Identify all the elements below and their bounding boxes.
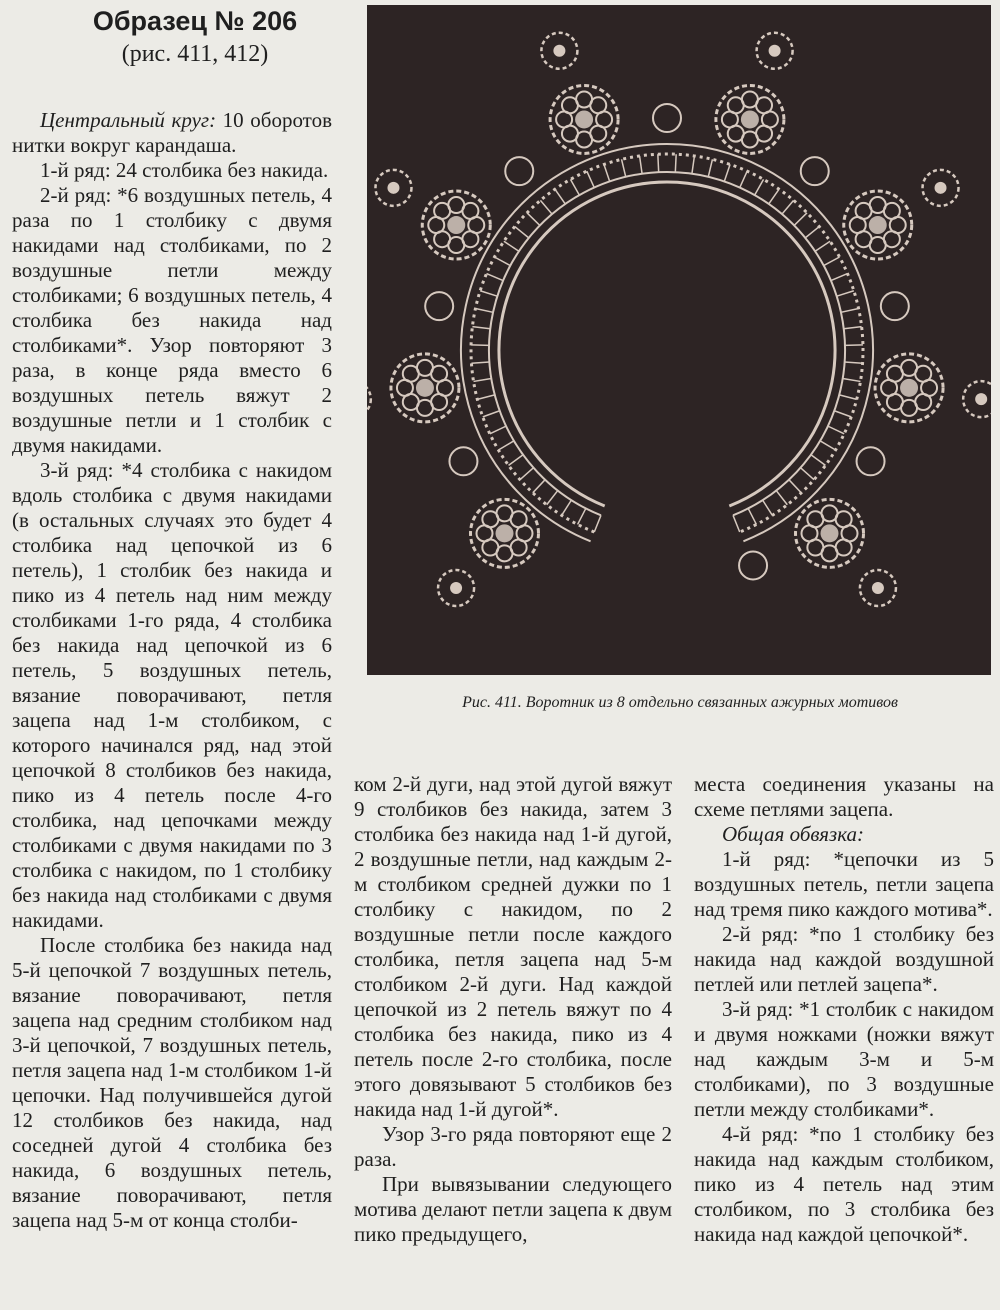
paragraph: 3-й ряд: *4 столбика с накидом вдоль столбика с двумя накидами (в остальных случаях это будет 4 столбика над цепочкой из 6 петель), 1 столбик без накида и пико из 4 петель над ним между столбиками 1-го ряда, 4 столбика без накида над цепочкой из 6 петель, 5 воздушных петель, вязание поворачивают, петля зацепа над 1-м столбиком, с которого начинался ряд, над этой цепочкой 8 столбиков без накида, пико из 4 петель после 4-го столбика, над цепочками между столбиками с двумя накидами по 3 столбика с накидом, по 1 столбику без накида над столбиками с двумя накидами.	[12, 458, 332, 932]
lace-bar	[831, 274, 848, 281]
motif-center	[741, 110, 759, 128]
lace-bar	[845, 362, 863, 363]
lace-bar	[839, 395, 856, 400]
collar-band	[461, 144, 873, 541]
lace-bar	[708, 159, 712, 177]
lace-bar	[555, 189, 565, 204]
motif-center	[821, 524, 839, 542]
motif-tip-center	[450, 582, 462, 594]
paragraph-text: 10 оборотов нитки вокруг карандаша.	[12, 108, 332, 157]
motif-petal	[915, 366, 931, 382]
lace-bar	[547, 491, 558, 505]
paragraph: Узор 3-го ряда повторяют еще 2 раза.	[354, 1122, 672, 1171]
lace-bar	[475, 308, 493, 312]
lace-bar	[776, 491, 787, 505]
lace-bar	[815, 241, 830, 251]
paragraph: 2-й ряд: *по 1 столбику без накида над каждой воздушной петлей или петлей зацепа*.	[694, 922, 994, 996]
lace-bar	[477, 395, 494, 400]
motif-tip-center	[553, 45, 565, 57]
section-label: Центральный круг:	[40, 108, 217, 132]
collar-band	[499, 182, 835, 506]
lace-bar	[789, 480, 801, 493]
collar-photo	[367, 5, 991, 675]
lace-bar	[498, 441, 513, 450]
paragraph: При вывязывании следующего мотива делают петли зацепа к двум пико предыдущего,	[354, 1172, 672, 1246]
lace-bar	[578, 508, 586, 524]
lace-bar	[587, 171, 594, 187]
lace-bar	[533, 480, 545, 493]
lace-bar	[733, 515, 740, 532]
lace-bar	[490, 426, 506, 434]
paragraph: 1-й ряд: 24 столбика без накида.	[40, 158, 329, 182]
lace-bar	[841, 308, 859, 312]
lace-bar	[487, 274, 504, 281]
lace-bar	[748, 508, 756, 524]
mesh-loop	[449, 447, 477, 475]
lace-bar	[540, 200, 552, 214]
heading-block	[50, 4, 340, 70]
lace-bar	[782, 200, 794, 214]
lace-bar	[801, 468, 815, 480]
lace-bar	[472, 327, 490, 329]
paragraph	[12, 108, 332, 158]
mesh-loop	[505, 157, 533, 185]
motif-center	[416, 379, 434, 397]
lace-bar	[740, 171, 747, 187]
motif-petal	[590, 97, 606, 113]
motif-tip	[367, 381, 371, 417]
lace-collar-image	[367, 5, 991, 675]
mesh-loop	[653, 104, 681, 132]
text-column-3	[694, 772, 994, 1247]
lace-bar	[658, 154, 659, 172]
lace-bar	[509, 455, 524, 466]
motif-center	[447, 216, 465, 234]
figure-reference: (рис. 411, 412)	[121, 41, 269, 67]
collar-band	[471, 154, 863, 532]
lace-bar	[763, 500, 773, 515]
motif-center	[869, 216, 887, 234]
motif-center	[575, 110, 593, 128]
motif-petal	[836, 511, 852, 527]
mesh-loop	[801, 157, 829, 185]
lace-bar	[805, 227, 819, 238]
lace-bar	[483, 411, 500, 417]
motif-center	[495, 524, 513, 542]
lace-bar	[622, 159, 626, 177]
motif-petal	[756, 97, 772, 113]
lace-bar	[755, 179, 764, 195]
lace-bar	[824, 257, 840, 266]
lace-bar	[480, 291, 497, 296]
motif-tip-center	[387, 182, 399, 194]
paragraph: ком 2-й дуги, над этой дугой вяжут 9 столбиков без накида, затем 3 столбика без накида над 1-й дугой, 2 воздушные петли, над каждым 2-м столбиком средней дужки по 1 столбику с накидом, по 2 воздушные петли после каждого столбика, петля зацепа над 5-м столбиком 2-й дуги. Над каждой цепочкой из 2 петель вяжут по 4 столбика без накида, пико из 4 петель после 2-го столбика, после этого довязывают 5 столбиков без накида над 1-й дугой*.	[354, 772, 672, 1121]
mesh-loop	[881, 292, 909, 320]
page-title: Образец № 206	[92, 6, 298, 36]
lace-bar	[820, 441, 835, 450]
mesh-loop	[739, 551, 767, 579]
mesh-loop	[857, 447, 885, 475]
lace-bar	[837, 291, 854, 296]
paragraph: 2-й ряд: *6 воздушных петель, 4 раза по 1 столбику с двумя накидами над столбиками, по 2 воздушные петли между столбиками; 6 воздушных петель, 4 столбика без накида над столбиками*. Узор повторяют 3 раза, в конце ряда вместо 6 воздушных петель вяжут 2 воздушные петли и 1 столбик с двумя накидами.	[12, 183, 332, 457]
lace-bar	[692, 156, 695, 174]
paragraph: места соединения указаны на схеме петлями зацепа.	[694, 772, 994, 821]
motif-petal	[462, 203, 478, 219]
lace-bar	[604, 164, 610, 181]
paragraph: После столбика без накида над 5-й цепочкой 7 воздушных петель, вязание поворачивают, петля зацепа над средним столбиком над 3-й цепочкой, 7 воздушных петель, петля зацепа над 1-м столбиком 1-й цепочки. Над получившейся дугой 12 столбиков без накида, над соседней дугой 4 столбика без накида, 6 воздушных петель, вязание поворачивают, петля зацепа над 5-м от конца столби-	[12, 933, 332, 1232]
motif-petal	[884, 203, 900, 219]
lace-bar	[724, 164, 730, 181]
motif-petal	[431, 366, 447, 382]
lace-bar	[640, 156, 643, 174]
motif-tip-center	[769, 45, 781, 57]
lace-bar	[843, 379, 861, 382]
motif-center	[900, 379, 918, 397]
motif-tip-center	[975, 393, 987, 405]
lace-bar	[675, 154, 676, 172]
section-label: Общая обвязка:	[722, 822, 864, 846]
text-column-2	[354, 772, 672, 1247]
lace-bar	[562, 500, 572, 515]
lace-bar	[794, 213, 807, 226]
lace-bar	[494, 257, 510, 266]
paragraph: 3-й ряд: *1 столбик с накидом и двумя ножками (ножки вяжут над каждым 3-м и 5-м столбиками), по 3 воздушные петли между столбиками*.	[694, 997, 994, 1121]
lace-bar	[844, 327, 862, 329]
lace-bar	[515, 227, 529, 238]
paragraph: 1-й ряд: *цепочки из 5 воздушных петель, петли зацепа над тремя пико каждого мотива*.	[694, 847, 994, 921]
lace-bar	[811, 455, 826, 466]
lace-bar	[570, 179, 579, 195]
mesh-loop	[425, 292, 453, 320]
lace-bar	[834, 411, 851, 417]
lace-bar	[828, 426, 844, 434]
lace-bar	[471, 362, 489, 363]
lace-bar	[769, 189, 779, 204]
motif-tip-center	[872, 582, 884, 594]
motif-tip-center	[935, 182, 947, 194]
paragraph: 4-й ряд: *по 1 столбику без накида над каждым столбиком, пико из 4 петель над этим столбиком, по 3 столбика без накида над каждой цепочкой*.	[694, 1122, 994, 1246]
lace-bar	[527, 213, 540, 226]
text-column-1	[12, 108, 332, 1233]
lace-bar	[474, 379, 492, 382]
figure-caption: Рис. 411. Воротник из 8 отдельно связанных ажурных мотивов	[462, 694, 898, 711]
lace-bar	[504, 241, 519, 251]
lace-bar	[594, 515, 601, 532]
lace-bar	[520, 468, 534, 480]
motif-petal	[511, 511, 527, 527]
